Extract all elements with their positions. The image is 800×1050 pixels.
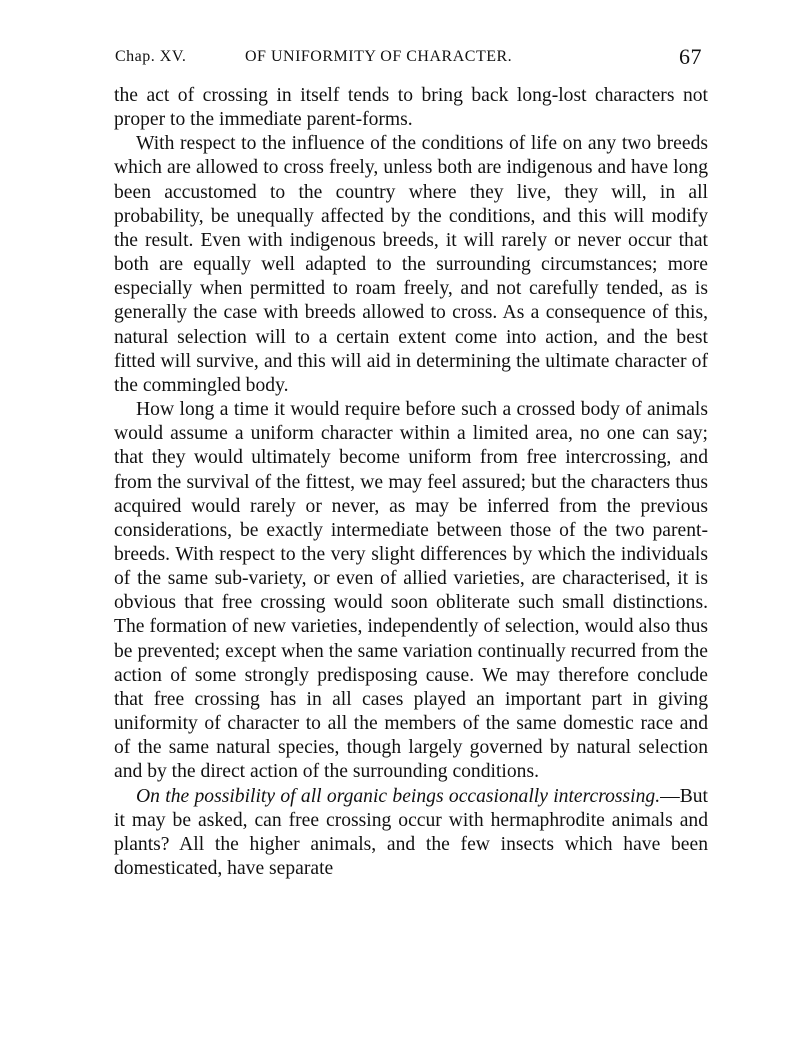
- running-header: [115, 44, 702, 74]
- paragraph-uniform-character: How long a time it would require before such a crossed body of animals would assume a uniform character within a limited area, no one can say; that they would ultimately become uniform from free intercrossing, and from the survival of the fittest, we may feel assured; but the characters thus acquired would rarely or never, as may be inferred from the previous considerations, be exactly intermediate between those of the two parent-breeds. With respect to the very slight differences by which the individuals of the same sub-variety, or even of allied varieties, are characterised, it is obvious that free crossing would soon obliterate such small distinctions. The formation of new varieties, independently of selection, would also thus be prevented; except when the same variation continually recurred from the action of some strongly predisposing cause. We may therefore conclude that free crossing has in all cases played an important part in giving uniformity of character to all the members of the same domestic race and of the same natural species, though largely governed by natural selection and by the direct action of the surrounding conditions.: [114, 399, 708, 783]
- running-title: OF UNIFORMITY OF CHARACTER.: [245, 48, 513, 65]
- paragraph-conditions-of-life: With respect to the influence of the conditions of life on any two breeds which are allowed to cross freely, unless both are indigenous and have long been accustomed to the country where they live, they will, in all probability, be unequally affected by the conditions, and this will modify the result. Even with indigenous breeds, it will rarely or never occur that both are equally well adapted to the surrounding circumstances; more especially when permitted to roam freely, and not carefully tended, as is generally the case with breeds allowed to cross. As a consequence of this, natural selection will to a certain extent come into action, and the best fitted will survive, and this will aid in determining the ultimate character of the commingled body.: [114, 133, 708, 396]
- paragraph-intercrossing: [114, 785, 708, 882]
- body-text: [114, 84, 708, 881]
- paragraph-intercrossing-text: —But it may be asked, can free crossing occur with hermaphrodite animals and plants? All the higher animals, and the few insects which have been domesticated, have separate: [114, 785, 708, 879]
- section-subheading: On the possibility of all organic beings occasionally intercrossing.: [136, 785, 661, 807]
- chapter-label: Chap. XV.: [115, 48, 187, 65]
- paragraph-continuation: the act of crossing in itself tends to bring back long-lost characters not proper to the immediate parent-forms.: [114, 85, 708, 131]
- page-number: 67: [679, 44, 702, 69]
